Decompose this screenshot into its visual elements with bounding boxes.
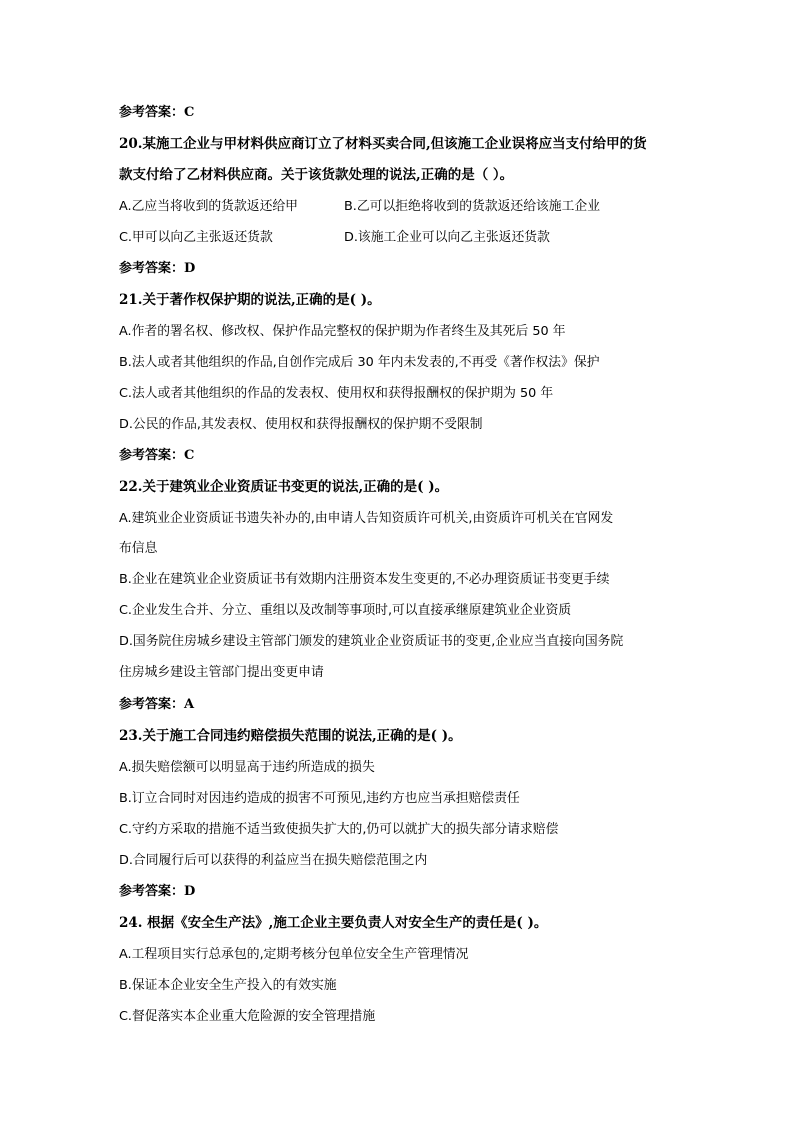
question-24-option-a: A.工程项目实行总承包的,定期考核分包单位安全生产管理情况 <box>119 947 469 962</box>
question-20-line-1: 20.某施工企业与甲材料供应商订立了材料买卖合同,但该施工企业误将应当支付给甲的货 <box>119 136 647 152</box>
answer-20: 参考答案：D <box>119 261 196 276</box>
question-22-line-1: 22.关于建筑业企业资质证书变更的说法,正确的是( )。 <box>119 479 449 495</box>
question-22-option-c: C.企业发生合并、分立、重组以及改制等事项时,可以直接承继原建筑业企业资质 <box>119 603 572 618</box>
question-23-option-a: A.损失赔偿额可以明显高于违约所造成的损失 <box>119 760 375 775</box>
question-20-line-2: 款支付给了乙材料供应商。关于该货款处理的说法,正确的是（ ）。 <box>119 167 514 183</box>
question-20-option-c: C.甲可以向乙主张返还货款 <box>119 230 273 245</box>
question-23-option-c: C.守约方采取的措施不适当致使损失扩大的,仍可以就扩大的损失部分请求赔偿 <box>119 822 559 837</box>
question-22-option-a-line-1: A.建筑业企业资质证书遗失补办的,由申请人告知资质许可机关,由资质许可机关在官网发 <box>119 511 614 526</box>
question-22-option-a-line-2: 布信息 <box>119 541 158 556</box>
question-20-option-b: B.乙可以拒绝将收到的货款返还给该施工企业 <box>344 199 600 214</box>
question-23-line-1: 23.关于施工合同违约赔偿损失范围的说法,正确的是( )。 <box>119 728 462 744</box>
answer-23: 参考答案：D <box>119 884 196 899</box>
question-21-line-1: 21.关于著作权保护期的说法,正确的是( )。 <box>119 292 381 308</box>
question-21-option-b: B.法人或者其他组织的作品,自创作完成后 30 年内未发表的,不再受《著作权法》保护 <box>119 355 600 370</box>
question-21-option-d: D.公民的作品,其发表权、使用权和获得报酬权的保护期不受限制 <box>119 417 483 432</box>
answer-22: 参考答案：A <box>119 697 195 712</box>
question-24-option-c: C.督促落实本企业重大危险源的安全管理措施 <box>119 1009 376 1024</box>
question-24-line-1: 24. 根据《安全生产法》,施工企业主要负责人对安全生产的责任是( )。 <box>119 915 548 931</box>
question-22-option-d-line-2: 住房城乡建设主管部门提出变更申请 <box>119 665 324 680</box>
question-21-option-a: A.作者的署名权、修改权、保护作品完整权的保护期为作者终生及其死后 50 年 <box>119 324 566 339</box>
question-21-option-c: C.法人或者其他组织的作品的发表权、使用权和获得报酬权的保护期为 50 年 <box>119 386 554 401</box>
answer-21: 参考答案：C <box>119 448 195 463</box>
question-24-option-b: B.保证本企业安全生产投入的有效实施 <box>119 978 337 993</box>
question-22-option-b: B.企业在建筑业企业资质证书有效期内注册资本发生变更的,不必办理资质证书变更手续 <box>119 572 610 587</box>
question-23-option-d: D.合同履行后可以获得的利益应当在损失赔偿范围之内 <box>119 853 428 868</box>
question-23-option-b: B.订立合同时对因违约造成的损害不可预见,违约方也应当承担赔偿责任 <box>119 791 520 806</box>
question-22-option-d-line-1: D.国务院住房城乡建设主管部门颁发的建筑业企业资质证书的变更,企业应当直接向国务院 <box>119 634 624 649</box>
answer-19: 参考答案：C <box>119 105 195 120</box>
question-20-option-a: A.乙应当将收到的货款返还给甲 <box>119 199 298 214</box>
question-20-option-d: D.该施工企业可以向乙主张返还货款 <box>344 230 550 245</box>
question-20-options-row-2 <box>119 228 679 250</box>
question-20-options-row-1 <box>119 197 679 219</box>
